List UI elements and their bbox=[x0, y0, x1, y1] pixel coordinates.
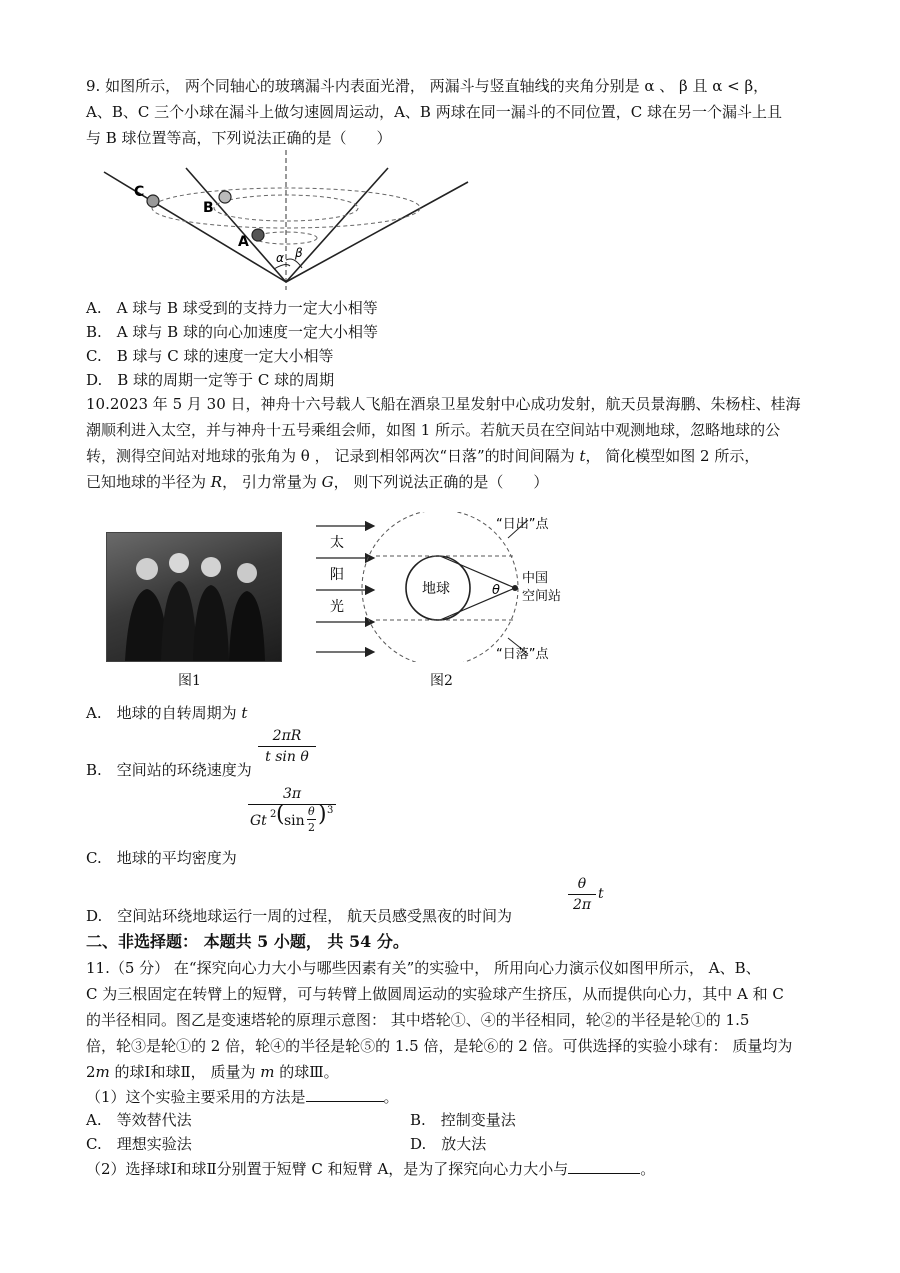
section2-title: 二、非选择题： 本题共 5 小题， 共 54 分。 bbox=[86, 932, 409, 951]
q9-stem-line1: 9. 如图所示， 两个同轴心的玻璃漏斗内表面光滑， 两漏斗与竖直轴线的夹角分别是 α 、 β 且 α < β， bbox=[86, 77, 769, 95]
q10-option-b: B. 空间站的环绕速度为 bbox=[86, 761, 252, 779]
sun-label-1: 太 bbox=[330, 535, 344, 551]
q10-stem-line4: 已知地球的半径为 R， 引力常量为 G， 则下列说法正确的是（ ） bbox=[86, 473, 549, 491]
ball-a bbox=[252, 229, 264, 241]
sun-label-2: 阳 bbox=[330, 567, 344, 583]
label-c: C bbox=[134, 184, 145, 200]
q11-sub1-option-c: C. 理想实验法 bbox=[86, 1135, 192, 1153]
q11-sub1-option-b: B. 控制变量法 bbox=[410, 1111, 516, 1129]
q10-stem-line2: 潮顺利进入太空，并与神舟十五号乘组会师，如图 1 所示。若航天员在空间站中观测地球，忽略地球的公 bbox=[86, 421, 781, 439]
q11-line3: 的半径相同。图乙是变速塔轮的原理示意图： 其中塔轮①、④的半径相同，轮②的半径是轮①的 1.5 bbox=[86, 1011, 750, 1029]
fig2-caption: 图2 bbox=[430, 673, 453, 689]
q11-sub2: （2）选择球Ⅰ和球Ⅱ分别置于短臂 C 和短臂 A，是为了探究向心力大小与 。 bbox=[86, 1160, 656, 1178]
sunrise-label: “日出”点 bbox=[496, 517, 549, 532]
q11-sub1-option-d: D. 放大法 bbox=[410, 1135, 487, 1153]
q11-line4: 倍，轮③是轮①的 2 倍，轮④的半径是轮⑤的 1.5 倍，是轮⑥的 2 倍。可供选择的实验小球有： 质量均为 bbox=[86, 1037, 793, 1055]
label-beta: β bbox=[295, 246, 303, 260]
q10-option-b-fraction: 2πR t sin θ bbox=[258, 728, 316, 765]
theta-label: θ bbox=[492, 583, 500, 598]
q11-sub2-blank[interactable] bbox=[568, 1158, 640, 1174]
q10-option-c-fraction: 3π Gt 2 ( sin θ 2 ) 3 bbox=[248, 786, 336, 835]
sun-label-3: 光 bbox=[330, 599, 344, 615]
q10-option-d-var: t bbox=[598, 886, 604, 902]
q9-option-d: D. B 球的周期一定等于 C 球的周期 bbox=[86, 371, 335, 389]
q10-stem-line1: 10.2023 年 5 月 30 日，神舟十六号载人飞船在酒泉卫星发射中心成功发射，航天员景海鹏、朱杨柱、桂海 bbox=[86, 395, 801, 413]
q9-option-a: A. A 球与 B 球受到的支持力一定大小相等 bbox=[86, 299, 378, 317]
q9-stem-line3: 与 B 球位置等高，下列说法正确的是（ ） bbox=[86, 129, 392, 147]
fig1-photo bbox=[106, 532, 282, 662]
ball-c bbox=[147, 195, 159, 207]
station-label-1: 中国 bbox=[522, 571, 549, 586]
fig1-caption: 图1 bbox=[178, 673, 201, 689]
q9-funnel-figure bbox=[98, 150, 478, 290]
label-a: A bbox=[238, 234, 249, 250]
label-b: B bbox=[203, 200, 214, 216]
q9-option-b: B. A 球与 B 球的向心加速度一定大小相等 bbox=[86, 323, 378, 341]
fig2-diagram bbox=[300, 512, 590, 662]
q11-sub1-blank[interactable] bbox=[306, 1086, 384, 1102]
q9-option-c: C. B 球与 C 球的速度一定大小相等 bbox=[86, 347, 334, 365]
ball-b bbox=[219, 191, 231, 203]
q10-option-d-fraction: θ 2π bbox=[568, 876, 596, 913]
station-label-2: 空间站 bbox=[522, 589, 562, 604]
q11-sub1-option-a: A. 等效替代法 bbox=[86, 1111, 192, 1129]
q10-option-a: A. 地球的自转周期为 t bbox=[86, 704, 248, 722]
q10-stem-line3: 转，测得空间站对地球的张角为 θ ， 记录到相邻两次“日落”的时间间隔为 t， 简化模型如图 2 所示， bbox=[86, 447, 760, 465]
q11-line5: 2m 的球Ⅰ和球Ⅱ， 质量为 m 的球Ⅲ。 bbox=[86, 1063, 339, 1081]
q9-stem-line2: A、B、C 三个小球在漏斗上做匀速圆周运动，A、B 两球在同一漏斗的不同位置，C 球在另一个漏斗上且 bbox=[86, 103, 782, 121]
q10-option-c: C. 地球的平均密度为 bbox=[86, 849, 237, 867]
q10-option-d: D. 空间站环绕地球运行一周的过程， 航天员感受黑夜的时间为 bbox=[86, 907, 513, 925]
sunset-label: “日落”点 bbox=[496, 647, 549, 662]
label-alpha: α bbox=[276, 251, 284, 265]
q11-sub1: （1）这个实验主要采用的方法是 。 bbox=[86, 1088, 399, 1106]
earth-label: 地球 bbox=[422, 581, 450, 597]
q11-line1: 11.（5 分） 在“探究向心力大小与哪些因素有关”的实验中， 所用向心力演示仪如图甲所示， A、B、 bbox=[86, 959, 761, 977]
q11-line2: C 为三根固定在转臂上的短臂，可与转臂上做圆周运动的实验球产生挤压，从而提供向心力，其中 A 和 C bbox=[86, 985, 784, 1003]
